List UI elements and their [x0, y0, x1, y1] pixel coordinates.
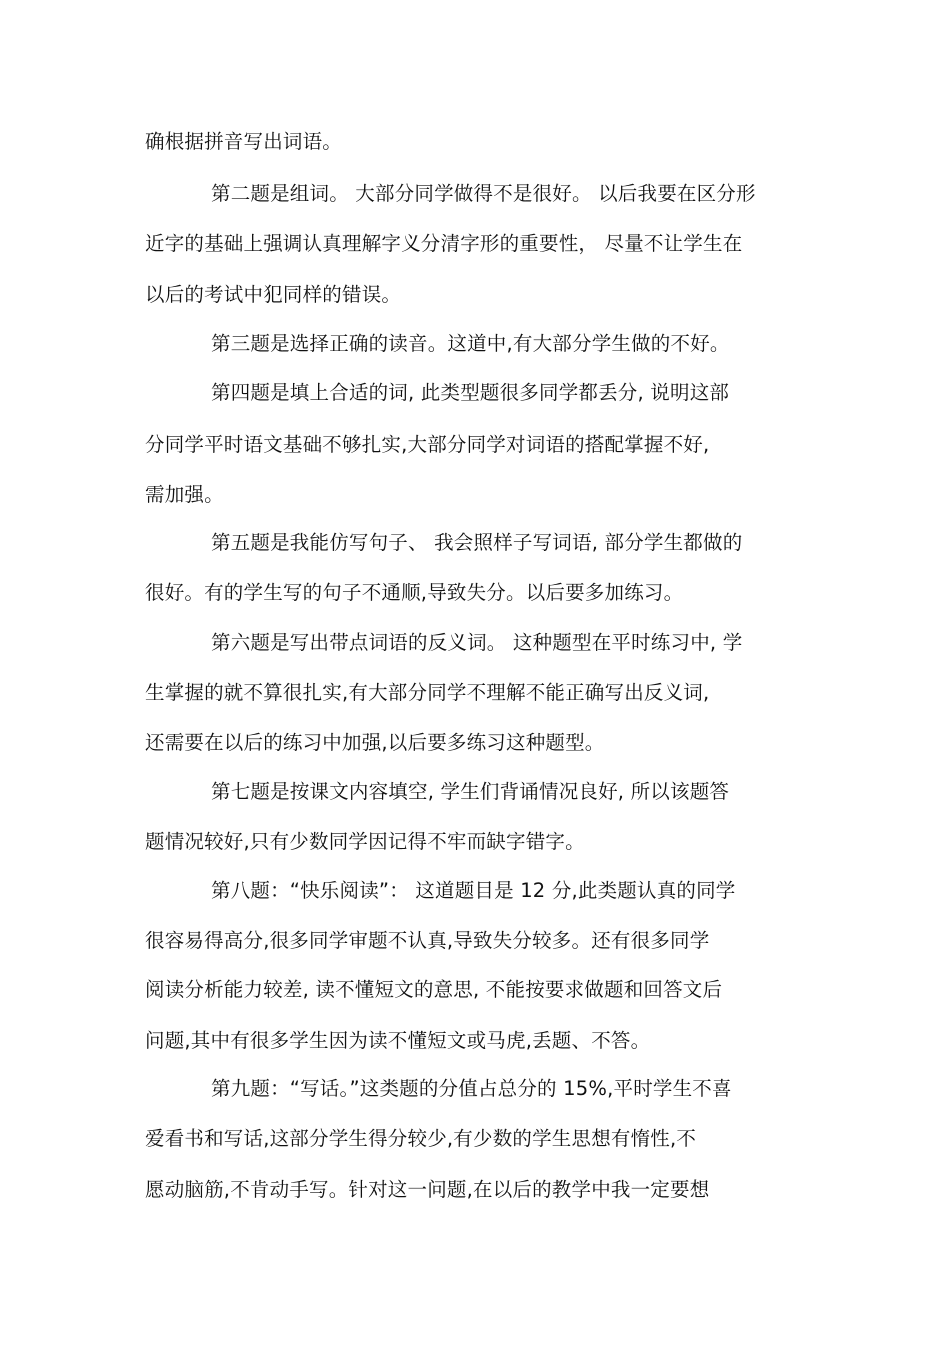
text-line: 第二题是组词。 大部分同学做得不是很好。 以后我要在区分形	[211, 182, 756, 205]
text-line: 第七题是按课文内容填空, 学生们背诵情况良好, 所以该题答	[211, 780, 730, 803]
text-line: 需加强。	[145, 483, 224, 506]
text-line: 生掌握的就不算很扎实,有大部分同学不理解不能正确写出反义词,	[145, 681, 710, 704]
text-line: 确根据拼音写出词语。	[145, 130, 343, 153]
text-line: 第六题是写出带点词语的反义词。 这种题型在平时练习中, 学	[211, 631, 743, 654]
text-line: 第五题是我能仿写句子、 我会照样子写词语, 部分学生都做的	[211, 531, 743, 554]
text-line: 第四题是填上合适的词, 此类型题很多同学都丢分, 说明这部	[211, 381, 730, 404]
text-line: 题情况较好,只有少数同学因记得不牢而缺字错字。	[145, 830, 585, 853]
text-line: 还需要在以后的练习中加强,以后要多练习这种题型。	[145, 731, 605, 754]
text-line: 爱看书和写话,这部分学生得分较少,有少数的学生思想有惰性,不	[145, 1127, 697, 1150]
text-line: 以后的考试中犯同样的错误。	[145, 283, 402, 306]
text-line: 愿动脑筋,不肯动手写。针对这一问题,在以后的教学中我一定要想	[145, 1178, 710, 1201]
text-line: 很容易得高分,很多同学审题不认真,导致失分较多。还有很多同学	[145, 929, 710, 952]
text-line: 第八题：“快乐阅读”： 这道题目是 12 分,此类题认真的同学	[211, 879, 736, 902]
text-line: 近字的基础上强调认真理解字义分清字形的重要性， 尽量不让学生在	[145, 232, 743, 255]
text-line: 阅读分析能力较差, 读不懂短文的意思, 不能按要求做题和回答文后	[145, 978, 723, 1001]
text-line: 问题,其中有很多学生因为读不懂短文或马虎,丢题、不答。	[145, 1029, 651, 1052]
text-line: 分同学平时语文基础不够扎实,大部分同学对词语的搭配掌握不好,	[145, 433, 710, 456]
text-line: 很好。有的学生写的句子不通顺,导致失分。以后要多加练习。	[145, 581, 684, 604]
text-line: 第九题：“写话。”这类题的分值占总分的 15%,平时学生不喜	[211, 1077, 732, 1100]
text-line: 第三题是选择正确的读音。这道中,有大部分学生做的不好。	[211, 332, 730, 355]
